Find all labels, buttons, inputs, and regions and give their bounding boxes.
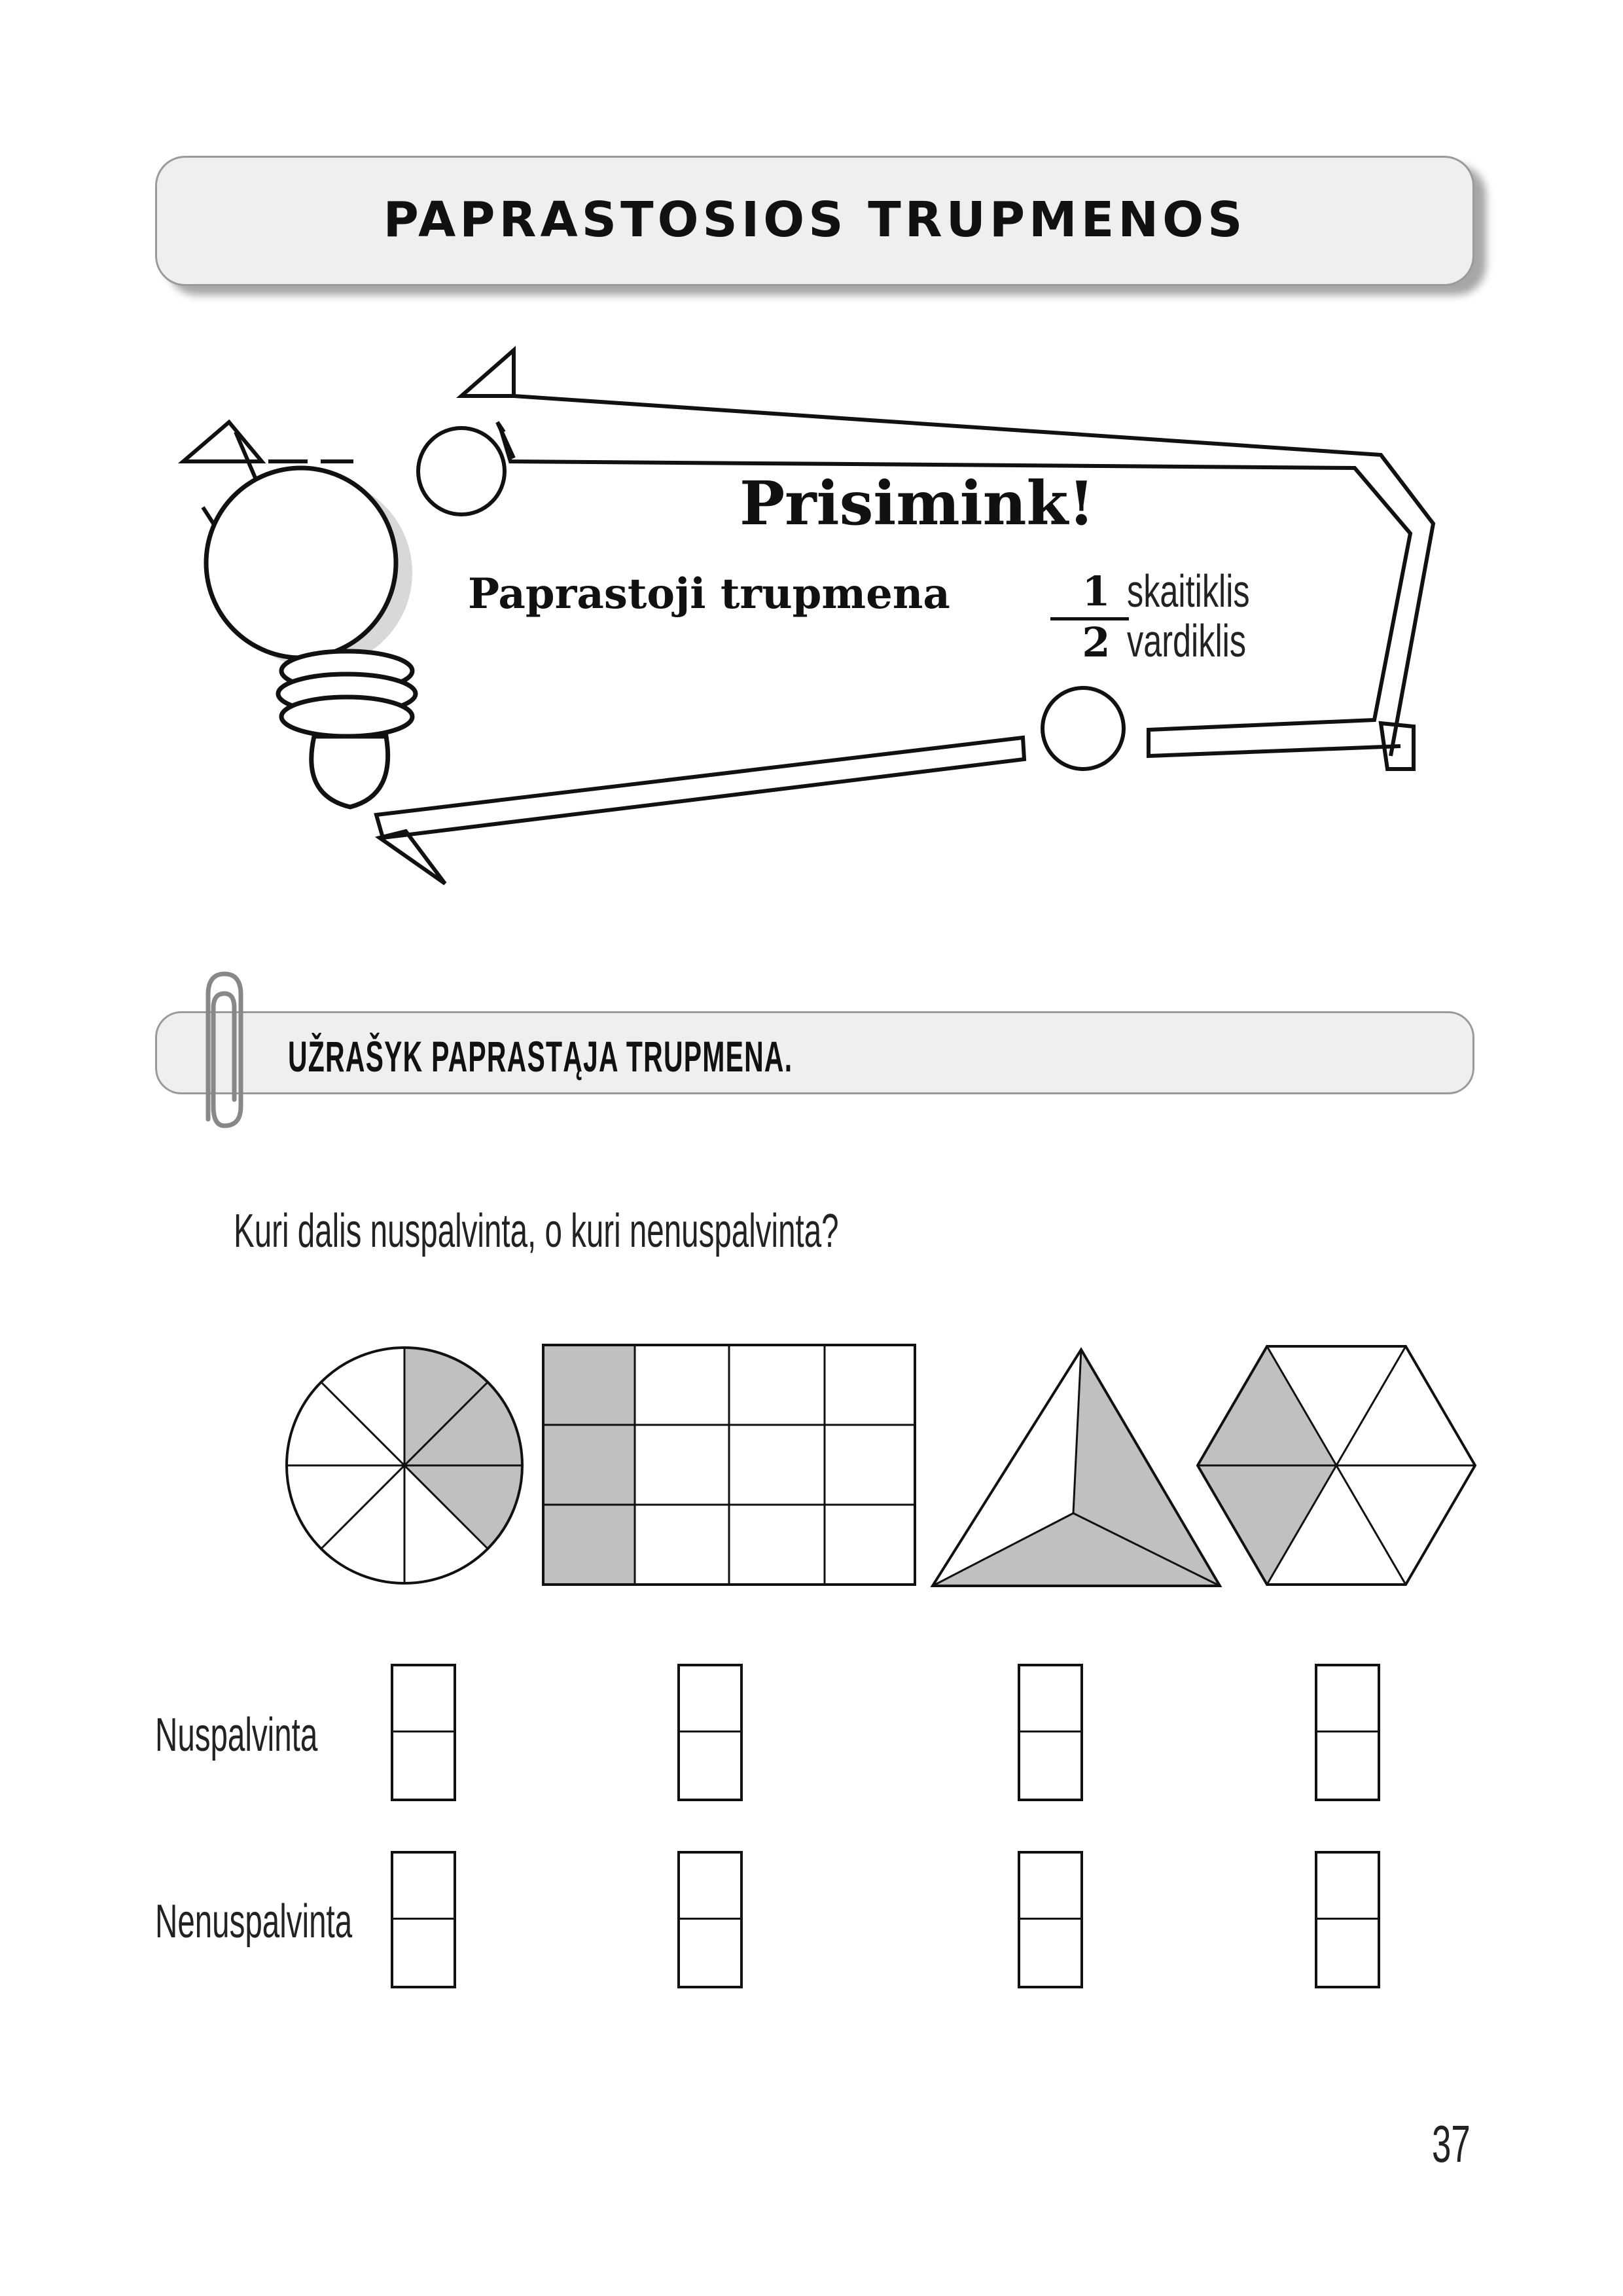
shape-hexagon xyxy=(1198,1346,1475,1585)
shape-circle xyxy=(287,1348,522,1583)
shape-rectangle-grid xyxy=(543,1345,915,1585)
answer-box-shaded-hexagon[interactable] xyxy=(1315,1664,1380,1801)
fraction-denominator: 2 xyxy=(1082,619,1111,666)
shape-triangle xyxy=(933,1350,1220,1586)
page-number: 37 xyxy=(1432,2115,1471,2173)
shaded-row-label: Nuspalvinta xyxy=(155,1709,318,1761)
answer-box-unshaded-hexagon[interactable] xyxy=(1315,1851,1380,1988)
answer-box-shaded-grid[interactable] xyxy=(677,1664,743,1801)
task-question: Kuri dalis nuspalvinta, o kuri nenuspalvinta? xyxy=(234,1205,839,1257)
answer-box-unshaded-circle[interactable] xyxy=(391,1851,456,1988)
page-title: PAPRASTOSIOS TRUPMENOS xyxy=(383,192,1247,248)
answer-box-shaded-circle[interactable] xyxy=(391,1664,456,1801)
hexagon-part-shaded-2 xyxy=(1198,1465,1336,1585)
circle-slice-shaded-3 xyxy=(404,1465,522,1549)
denominator-label: vardiklis xyxy=(1127,615,1247,666)
reminder-heading: Prisimink! xyxy=(740,468,1095,539)
fraction-term: Paprastoji trupmena xyxy=(468,569,950,619)
answer-box-shaded-triangle[interactable] xyxy=(1018,1664,1083,1801)
hexagon-part-shaded-1 xyxy=(1198,1346,1336,1465)
unshaded-row-label: Nenuspalvinta xyxy=(155,1895,353,1948)
task-title: UŽRAŠYK PAPRASTĄJA TRUPMENA. xyxy=(288,1032,793,1081)
fraction-numerator: 1 xyxy=(1082,567,1111,615)
answer-box-unshaded-grid[interactable] xyxy=(677,1851,743,1988)
grid-column-shaded xyxy=(543,1345,635,1585)
numerator-label: skaitiklis xyxy=(1127,565,1250,617)
answer-box-unshaded-triangle[interactable] xyxy=(1018,1851,1083,1988)
